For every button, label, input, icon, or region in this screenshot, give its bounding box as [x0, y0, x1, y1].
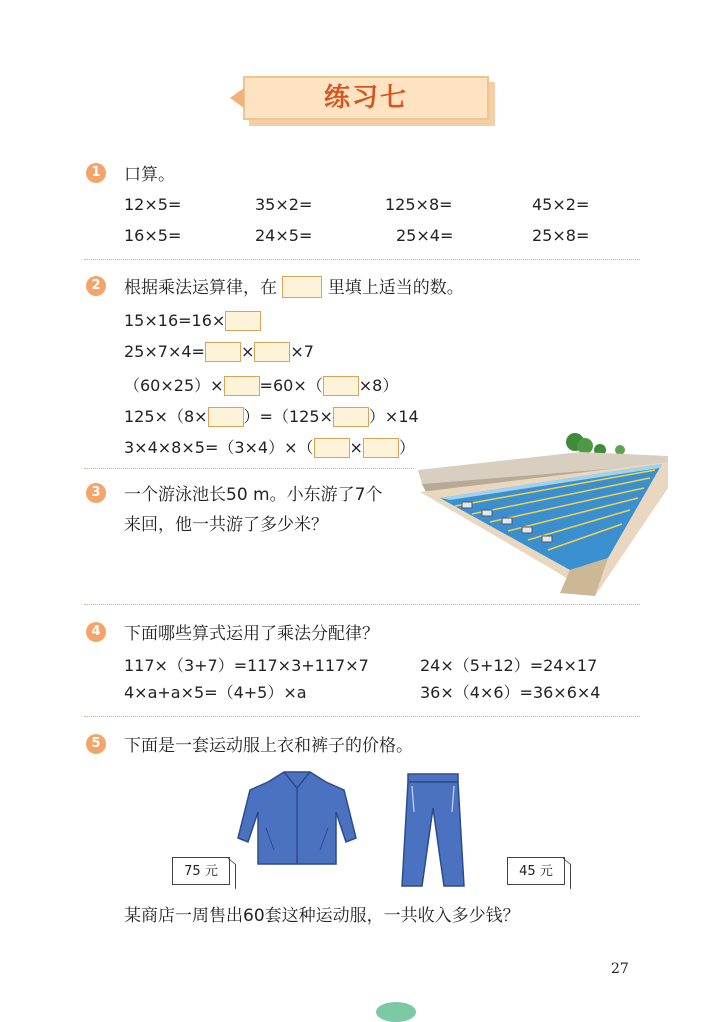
- answer-box[interactable]: [254, 342, 290, 362]
- expr: ×8）: [358, 376, 399, 395]
- answer-box[interactable]: [208, 407, 244, 427]
- question-3-badge: 3: [86, 483, 106, 503]
- q4-option-d: 36×（4×6）=36×6×4: [420, 683, 601, 702]
- pants-illustration: [398, 772, 468, 890]
- page-tab-decoration: [376, 1002, 416, 1022]
- q2-line-2: [124, 342, 314, 362]
- answer-box[interactable]: [225, 311, 261, 331]
- question-5-prompt: 下面是一套运动服上衣和裤子的价格。: [124, 736, 413, 756]
- question-5-question: 某商店一周售出60套这种运动服，一共收入多少钱？: [124, 906, 520, 926]
- banner-arrow-icon: [230, 88, 244, 108]
- expr: ）=（125×: [243, 407, 333, 426]
- question-3-line-2: 来回，他一共游了多少米？: [124, 515, 328, 535]
- q1-item-2: 35×2=: [255, 195, 313, 214]
- prompt-part: 根据乘法运算律，在: [124, 278, 277, 298]
- q1-item-5: 16×5=: [124, 226, 182, 245]
- answer-box[interactable]: [314, 438, 350, 458]
- answer-box[interactable]: [333, 407, 369, 427]
- page-title: 练习七: [323, 83, 408, 113]
- q1-item-1: 12×5=: [124, 195, 182, 214]
- q1-item-3: 125×8=: [385, 195, 453, 214]
- question-4-badge: 4: [86, 622, 106, 642]
- q2-line-1: [124, 311, 261, 331]
- question-4-prompt: 下面哪些算式运用了乘法分配律？: [124, 624, 379, 644]
- answer-box-sample: [282, 276, 322, 298]
- answer-box[interactable]: [205, 342, 241, 362]
- answer-box[interactable]: [323, 376, 359, 396]
- expr: ×: [349, 438, 363, 457]
- expr: ×7: [290, 342, 314, 361]
- q4-option-a: 117×（3+7）=117×3+117×7: [124, 656, 369, 675]
- q1-item-7: 25×4=: [396, 226, 454, 245]
- q2-line-4: [124, 404, 419, 427]
- divider: [84, 604, 640, 605]
- expr: ）: [398, 438, 415, 457]
- expr: 25×7×4=: [124, 342, 205, 361]
- q4-option-b: 24×（5+12）=24×17: [420, 656, 598, 675]
- expr: 15×16=16×: [124, 311, 226, 330]
- q4-option-c: 4×a+a×5=（4+5）×a: [124, 683, 307, 702]
- question-2-prompt: [124, 273, 464, 298]
- jacket-price-tag: 75 元: [172, 857, 230, 885]
- q1-item-4: 45×2=: [532, 195, 590, 214]
- expr: 125×（8×: [124, 407, 208, 426]
- prompt-part: 里填上适当的数。: [327, 278, 464, 298]
- q2-line-5: [124, 435, 415, 458]
- answer-box[interactable]: [224, 376, 260, 396]
- q1-item-8: 25×8=: [532, 226, 590, 245]
- q1-item-6: 24×5=: [255, 226, 313, 245]
- question-1-prompt: 口算。: [124, 165, 175, 185]
- swimming-pool-illustration: [410, 428, 672, 598]
- page-number: 27: [611, 961, 629, 977]
- divider: [84, 468, 414, 469]
- question-2-badge: 2: [86, 276, 106, 296]
- divider: [84, 716, 640, 717]
- expr: ）×14: [368, 407, 419, 426]
- question-3-line-1: 一个游泳池长50 m。小东游了7个: [124, 485, 383, 505]
- expr: （60×25）×: [124, 376, 224, 395]
- expr: ×: [240, 342, 255, 361]
- divider: [84, 259, 640, 260]
- jacket-illustration: [234, 768, 360, 868]
- expr: 3×4×8×5=（3×4）×（: [124, 438, 314, 457]
- question-1-badge: 1: [86, 163, 106, 183]
- pants-price-tag: 45 元: [507, 857, 565, 885]
- q2-line-3: [124, 373, 398, 396]
- question-5-badge: 5: [86, 734, 106, 754]
- answer-box[interactable]: [363, 438, 399, 458]
- expr: =60×（: [259, 376, 323, 395]
